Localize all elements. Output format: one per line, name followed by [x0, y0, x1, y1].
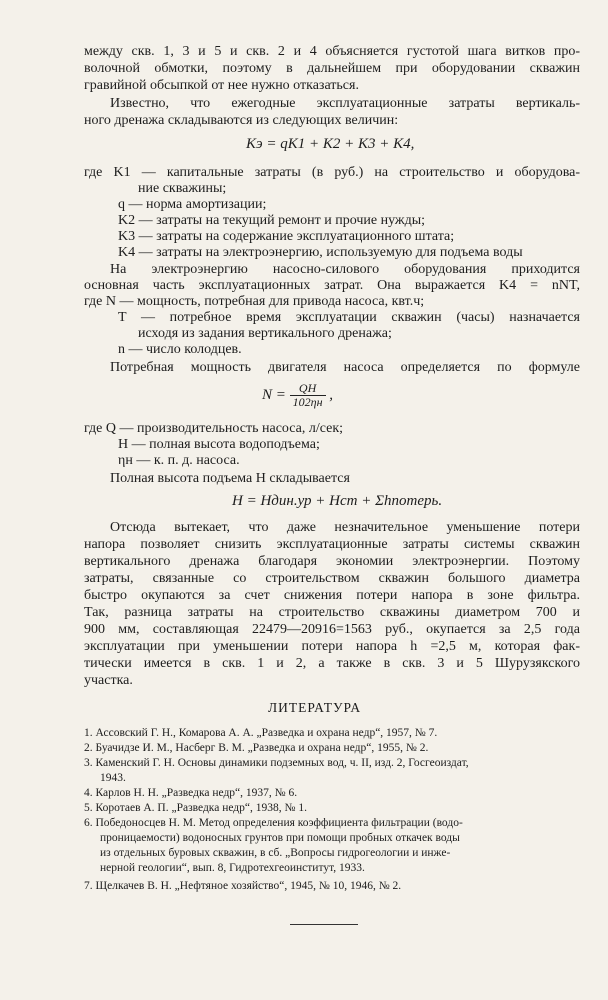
- definition-line: T — потребное время эксплуатации скважин (часы) назначается: [118, 310, 580, 325]
- formula-height: H = Hдин.ур + Hст + Σhпотерь.: [232, 493, 443, 509]
- literature-heading: ЛИТЕРАТУРА: [268, 700, 362, 715]
- formula-power: [262, 382, 333, 409]
- text-line: эксплуатации при уменьшении потери напора h =2,5 м, которая фак-: [84, 639, 580, 654]
- text-line: участка.: [84, 673, 133, 688]
- text-line: Так, разница затраты на строительство скважины диаметром 700 и: [84, 605, 580, 620]
- definition-line: K4 — затраты на электроэнергию, используемую для подъема воды: [118, 245, 523, 260]
- text-line: волочной обмотки, поэтому в дальнейшем при оборудовании скважин: [84, 61, 580, 76]
- reference-item: 4. Карлов Н. Н. „Разведка недр“, 1937, № 6.: [84, 787, 298, 799]
- text-line: Потребная мощность двигателя насоса определяется по формуле: [110, 360, 580, 375]
- definition-line: ние скважины;: [138, 181, 227, 196]
- reference-item: 1943.: [100, 772, 126, 784]
- end-rule: [290, 924, 358, 925]
- fraction: [290, 382, 326, 409]
- formula-power-tail: ,: [329, 386, 334, 403]
- text-line: гравийной обсыпкой от нее нужно отказаться.: [84, 78, 359, 93]
- text-line: Отсюда вытекает, что даже незначительное уменьшение потери: [110, 520, 580, 535]
- reference-item: 1. Ассовский Г. Н., Комарова А. А. „Разведка и охрана недр“, 1957, № 7.: [84, 727, 438, 739]
- reference-item: 7. Щелкачев В. Н. „Нефтяное хозяйство“, 1945, № 10, 1946, № 2.: [84, 880, 402, 892]
- definition-line: где K1 — капитальные затраты (в руб.) на строительство и оборудова-: [84, 165, 580, 180]
- text-line: 900 мм, составляющая 22479—20916=1563 руб., окупается за 2,5 года: [84, 622, 580, 637]
- reference-item: 3. Каменский Г. Н. Основы динамики подземных вод, ч. II, изд. 2, Госгеоиздат,: [84, 757, 469, 769]
- formula-power-lhs: N =: [262, 386, 286, 403]
- definition-line: K3 — затраты на содержание эксплуатационного штата;: [118, 229, 455, 244]
- text-line: ного дренажа складываются из следующих величин:: [84, 113, 399, 128]
- reference-item: 2. Буачидзе И. М., Насберг В. М. „Разведка и охрана недр“, 1955, № 2.: [84, 742, 429, 754]
- reference-item: 6. Победоносцев Н. М. Метод определения коэффициента фильтрации (водо-: [84, 817, 463, 829]
- definition-line: K2 — затраты на текущий ремонт и прочие нужды;: [118, 213, 426, 228]
- text-line: напора позволяет снизить эксплуатационные затраты системы скважин: [84, 537, 580, 552]
- formula-costs: Kэ = qK1 + K2 + K3 + K4,: [246, 136, 415, 152]
- fraction-numerator: QH: [290, 382, 326, 396]
- text-line: тически имеется в скв. 1 и 2, а также в скв. 3 и 5 Шурузякского: [84, 656, 580, 671]
- text-line: затраты, связанные со строительством скважин большого диаметра: [84, 571, 580, 586]
- text-line: между скв. 1, 3 и 5 и скв. 2 и 4 объясняется густотой шага витков про-: [84, 44, 580, 59]
- text-line: На электроэнергию насосно-силового оборудования приходится: [110, 262, 580, 277]
- reference-item: из отдельных буровых скважин, в сб. „Вопросы гидрогеологии и инже-: [100, 847, 451, 859]
- definition-line: q — норма амортизации;: [118, 197, 267, 212]
- definition-line: где Q — производительность насоса, л/сек;: [84, 421, 344, 436]
- fraction-denominator: 102ηн: [292, 395, 323, 409]
- definition-line: n — число колодцев.: [118, 342, 242, 357]
- reference-item: проницаемости) водоносных грунтов при помощи пробных откачек воды: [100, 832, 460, 844]
- reference-item: нерной геологии“, вып. 8, Гидротехгеоинститут, 1933.: [100, 862, 365, 874]
- text-line: вертикального дренажа благодаря экономии электроэнергии. Поэтому: [84, 554, 580, 569]
- definition-line: где N — мощность, потребная для привода насоса, квт.ч;: [84, 294, 425, 309]
- definition-line: ηн — к. п. д. насоса.: [118, 453, 240, 468]
- text-line: основная часть эксплуатационных затрат. Она выражается K4 = nNT,: [84, 278, 580, 293]
- definition-line: исходя из задания вертикального дренажа;: [138, 326, 392, 341]
- text-line: Полная высота подъема H складывается: [110, 471, 350, 486]
- reference-item: 5. Коротаев А. П. „Разведка недр“, 1938, № 1.: [84, 802, 307, 814]
- text-line: Известно, что ежегодные эксплуатационные затраты вертикаль-: [110, 96, 580, 111]
- text-line: быстро окупаются за счет снижения потери напора в зоне фильтра.: [84, 588, 580, 603]
- definition-line: H — полная высота водоподъема;: [118, 437, 320, 452]
